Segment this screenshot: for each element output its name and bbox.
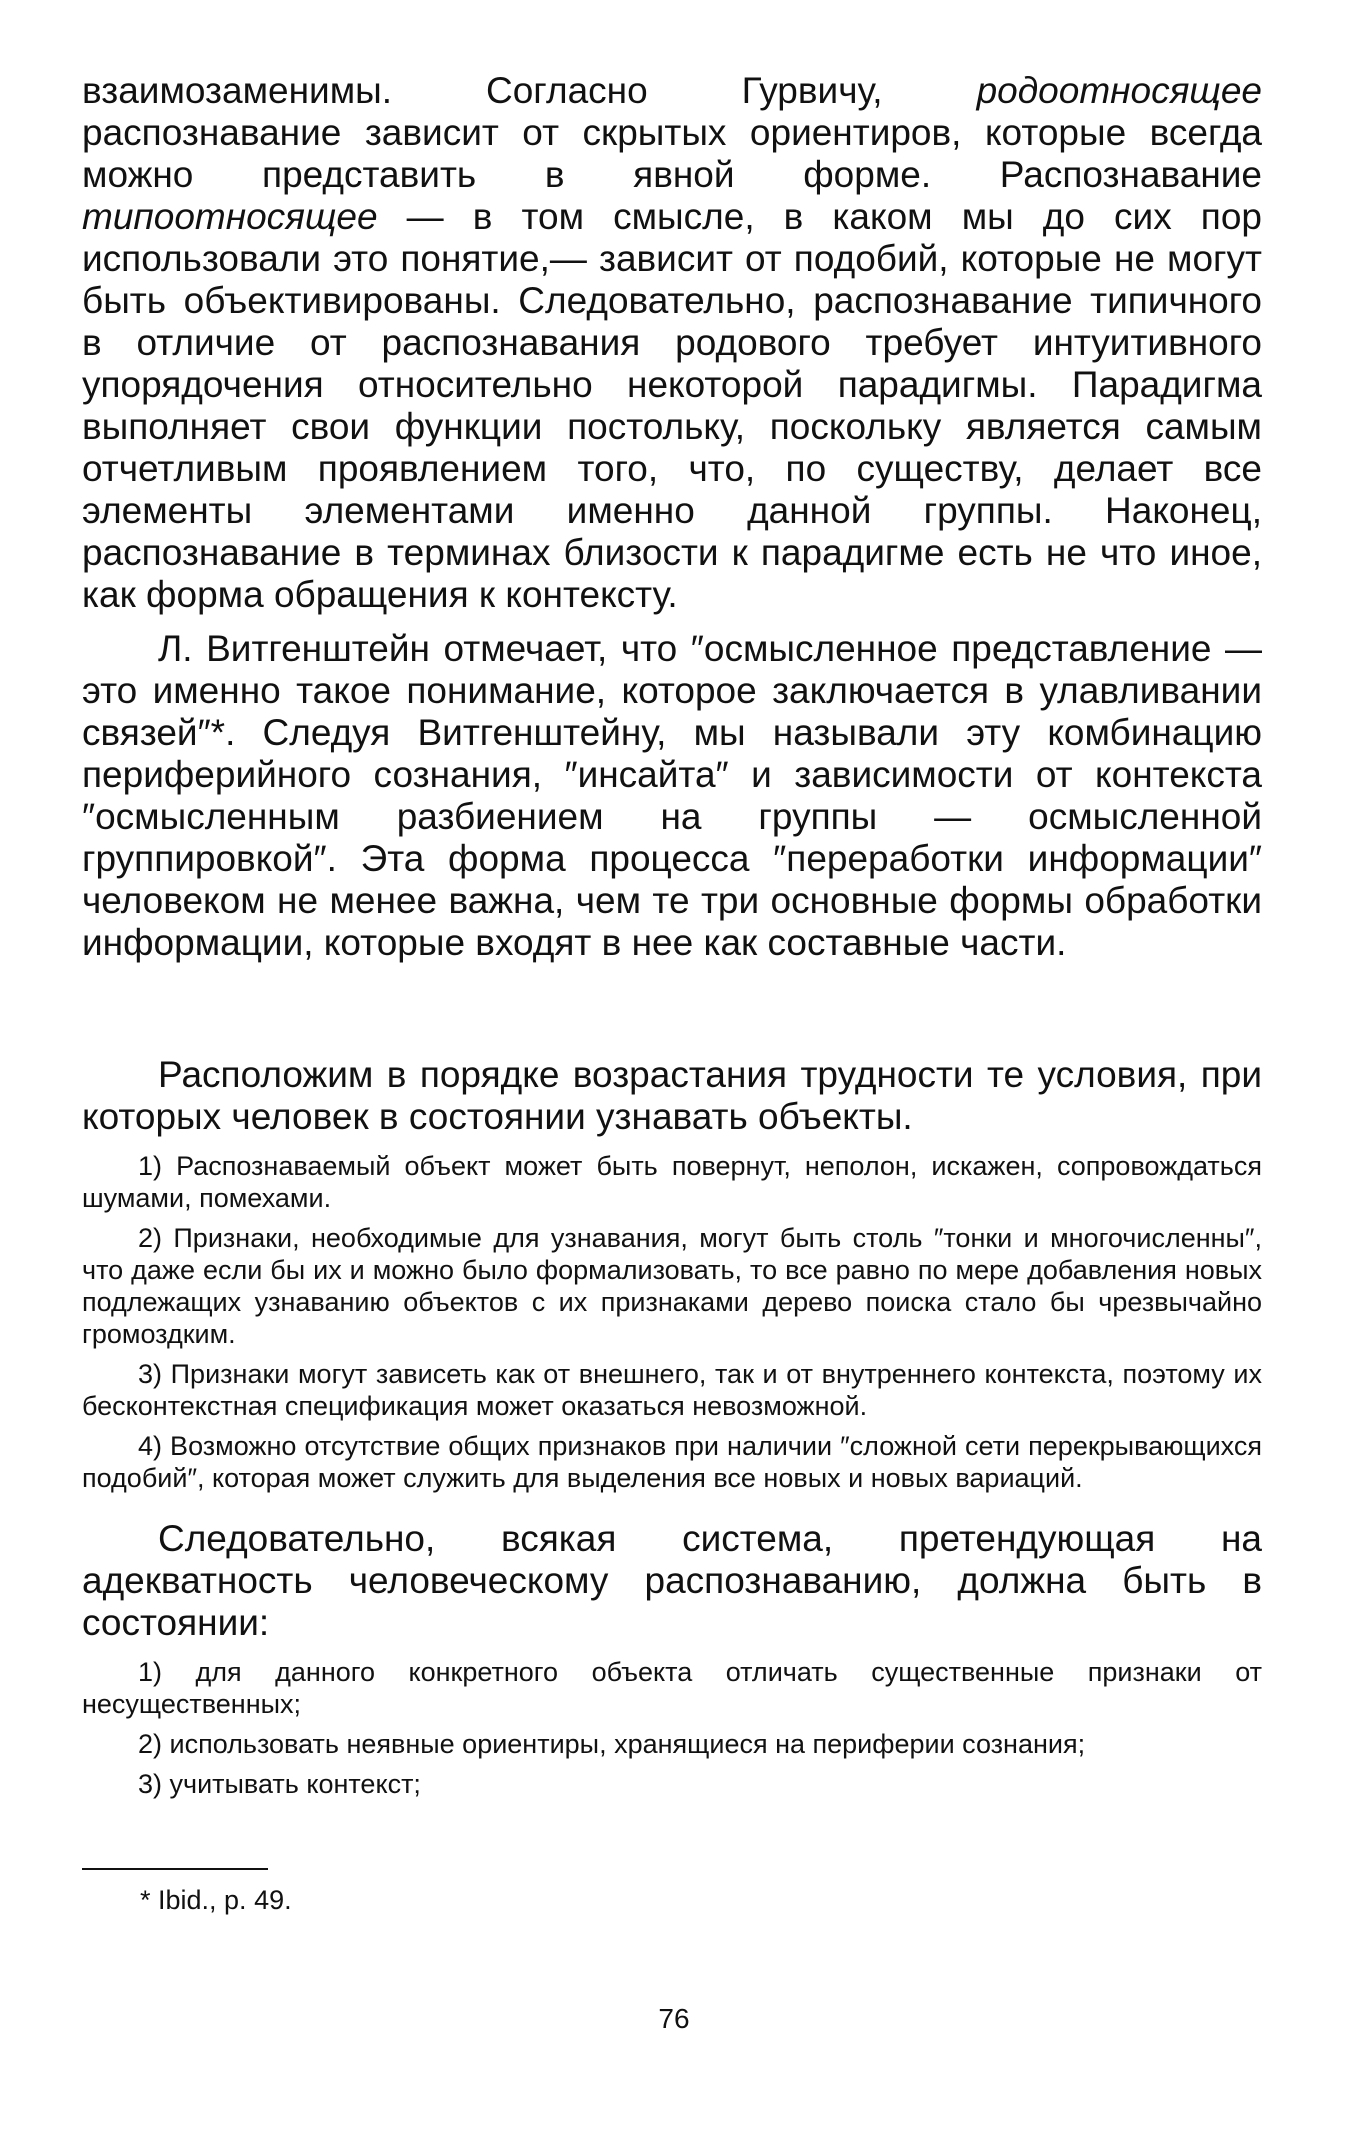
paragraph-text: — в том смысле, в каком мы до сих пор использовали это понятие,— зависит от подобий, которые не могут быть объективированы. Следовательно, распознавание типичного в отличие от распознавания родового требует интуитивного упорядочения относительно некоторой парадигмы. Парадигма выполняет свои функции постольку, поскольку является самым отчетливым проявлением того, что, по существу, делает все элементы элементами именно данной группы. Наконец, распознавание в терминах близости к парадигме есть не что иное, как форма обращения к контексту. — [82, 196, 1262, 615]
paragraph-wittgenstein: Л. Витгенштейн отмечает, что ″осмысленное представление — это именно такое понимание, которое заключается в улавливании связей″*. Следуя Витгенштейну, мы называли эту комбинацию периферийного сознания, ″инсайта″ и зависимости от контекста ″осмысленным разбиением на группы — осмысленной группировкой″. Эта форма процесса ″переработки информации″ человеком не менее важна, чем те три основные формы обработки информации, которые входят в нее как составные части. — [82, 628, 1262, 963]
list-item: 1) для данного конкретного объекта отличать существенные признаки от несущественных; — [82, 1657, 1262, 1719]
paragraph-gurvich — [82, 70, 1262, 616]
footnote-divider — [82, 1868, 268, 1870]
list-item: 3) учитывать контекст; — [138, 1769, 421, 1799]
list-item: 2) Признаки, необходимые для узнавания, могут быть столь ″тонки и многочисленны″, что даже если бы их и можно было формализовать, то все равно по мере добавления новых подлежащих узнаванию объектов с их признаками дерево поиска стало бы чрезвычайно громоздким. — [82, 1223, 1262, 1349]
paragraph-conditions-intro: Расположим в порядке возрастания трудности те условия, при которых человек в состоянии узнавать объекты. — [82, 1054, 1262, 1137]
page-body — [82, 70, 1262, 1916]
italic-term-generic: родоотносящее — [976, 70, 1262, 111]
paragraph-text: взаимозаменимы. Согласно Гурвичу, — [82, 70, 977, 111]
list-item: 4) Возможно отсутствие общих признаков при наличии ″сложной сети перекрывающихся подобий″, которая может служить для выделения все новых и новых вариаций. — [82, 1431, 1262, 1493]
italic-term-typical: типоотносящее — [82, 196, 378, 237]
footnote: * Ibid., p. 49. — [140, 1885, 292, 1915]
list-item: 3) Признаки могут зависеть как от внешнего, так и от внутреннего контекста, поэтому их бесконтекстная спецификация может оказаться невозможной. — [82, 1359, 1262, 1421]
requirements-list — [82, 1656, 1262, 1800]
page-number: 76 — [658, 2003, 690, 2034]
list-item: 2) использовать неявные ориентиры, хранящиеся на периферии сознания; — [138, 1729, 1086, 1759]
paragraph-text: распознавание зависит от скрытых ориентиров, которые всегда можно представить в явной форме. Распознавание — [82, 112, 1262, 195]
list-item: 1) Распознаваемый объект может быть повернут, неполон, искажен, сопровождаться шумами, помехами. — [82, 1151, 1262, 1213]
paragraph-requirements-intro: Следовательно, всякая система, претендующая на адекватность человеческому распознаванию, должна быть в состоянии: — [82, 1518, 1262, 1643]
conditions-list — [82, 1150, 1262, 1494]
